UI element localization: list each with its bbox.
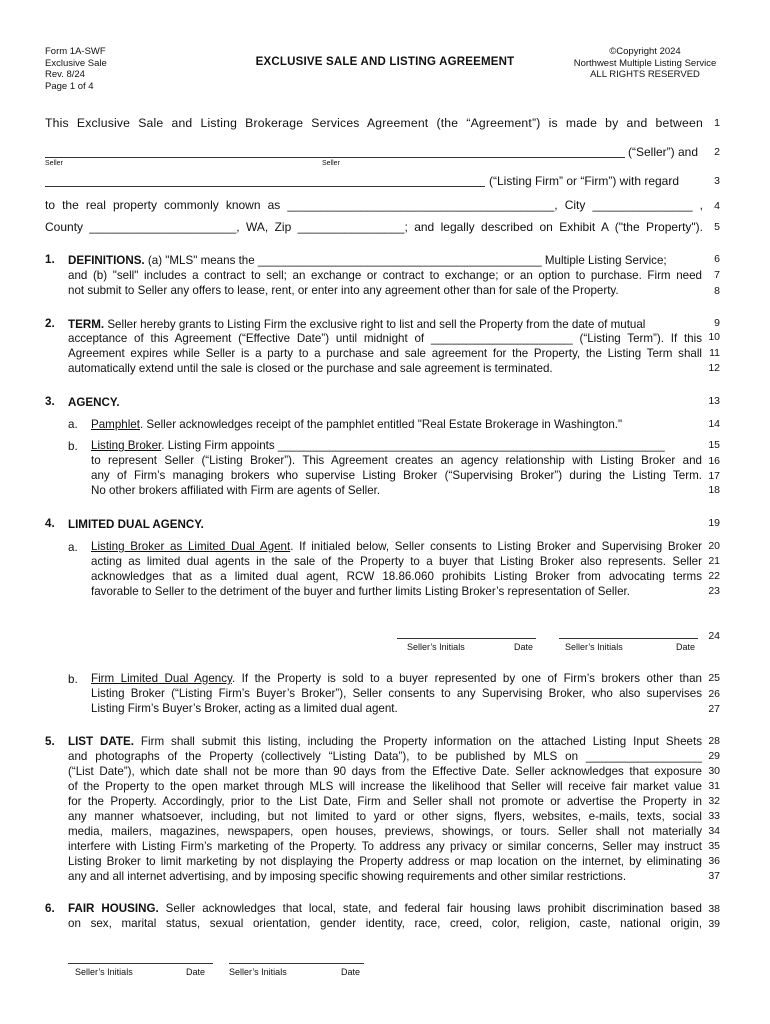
copyright: ©Copyright 2024 (609, 46, 681, 57)
section-4a-line-2: acting as limited dual agents in the sale of the Property to a buyer that Listing Broker also represents. Seller (91, 555, 702, 568)
section-3b-line-1[interactable] (91, 438, 702, 454)
line-number: 22 (708, 570, 720, 582)
section-5-line-3: (“List Date”), which date shall not be more than 90 days from the Effective Date. Seller acknowledges that exposure (68, 765, 702, 778)
line-number: 11 (709, 347, 720, 359)
line-number: 15 (708, 439, 720, 451)
rights-notice: ALL RIGHTS RESERVED (590, 69, 700, 80)
line-number: 19 (708, 517, 720, 529)
section-3b-line-3: any of Firm’s managing brokers who supervise Listing Broker (“Supervising Broker”) during the Listing Term. (91, 469, 702, 482)
line-number: 24 (708, 630, 720, 642)
line-number: 33 (708, 810, 720, 822)
section-6-line-2: on sex, marital status, sexual orientation, gender identity, race, creed, color, religion, caste, national origin, (68, 917, 702, 930)
section-5-text: Firm shall submit this listing, including the Property information on the attached Listing Input Sheets (140, 735, 702, 748)
section-3a-line (91, 417, 622, 433)
line-number: 39 (708, 918, 720, 930)
organization: Northwest Multiple Listing Service (573, 57, 717, 69)
section-4-title: LIMITED DUAL AGENCY. (68, 518, 204, 531)
seller-label-1: Seller (45, 160, 63, 167)
section-5-line-6: any manner whatsoever, including, but not limited to yard or other signs, flyers, websites, e-mails, texts, social (68, 810, 702, 823)
line-number: 1 (714, 117, 720, 129)
section-3b-heading: Listing Broker (91, 439, 162, 452)
footer-initials-line-1[interactable] (68, 963, 213, 964)
footer-initials-line-2[interactable] (229, 963, 364, 964)
section-1-line-1 (68, 253, 702, 269)
line-number: 27 (708, 703, 720, 715)
section-5-line-4: of the Property to the open market through MLS will increase the likelihood that Seller will receive fair market value (68, 780, 702, 793)
line-number: 29 (708, 750, 720, 762)
line-number: 9 (714, 317, 720, 329)
section-1-title: DEFINITIONS. (68, 254, 145, 267)
line-number: 14 (708, 418, 720, 430)
line-number: 2 (714, 146, 720, 158)
line-number: 3 (714, 175, 720, 187)
seller-initials-line-2[interactable] (559, 638, 698, 639)
form-revision: Rev. 8/24 (45, 69, 85, 80)
form-identifier (45, 46, 107, 92)
section-3b-line-2: to represent Seller (“Listing Broker”). This Agreement creates an agency relationship with Listing Broker and (91, 454, 702, 467)
section-5-line-10: any and all internet advertising, and by imposing specific showing requirements and other similar restrictions. (68, 870, 627, 883)
intro-line-1: This Exclusive Sale and Listing Brokerage Services Agreement (the “Agreement”) is made by and between (45, 116, 703, 130)
section-3-number: 3. (45, 395, 55, 408)
date-label-2: Date (676, 642, 696, 652)
section-6-text: Seller acknowledges that local, state, and federal fair housing laws prohibit discrimination based (165, 902, 702, 915)
section-1-mls-text[interactable]: (a) "MLS" means the ____________________________________________ Multiple Listing Service; (147, 254, 667, 267)
section-2-text: Seller hereby grants to Listing Firm the exclusive right to list and sell the Property from the date of mutual (107, 318, 646, 331)
page-title: EXCLUSIVE SALE AND LISTING AGREEMENT (255, 56, 515, 68)
section-2-line-3: Agreement expires while Seller is a party to a purchase and sale agreement for the Property, the Listing Term shall (68, 347, 702, 360)
section-4-number: 4. (45, 517, 55, 530)
line-number: 36 (708, 855, 720, 867)
line-number: 7 (714, 269, 720, 281)
date-label-1: Date (514, 642, 534, 652)
section-4b-line-3: Listing Firm’s Buyer’s Broker, acting as a limited dual agent. (91, 702, 398, 715)
page-number: Page 1 of 4 (45, 80, 94, 92)
seller-initials-line-1[interactable] (397, 638, 536, 639)
line-number: 34 (708, 825, 720, 837)
section-2-title: TERM. (68, 318, 105, 331)
line-number: 26 (708, 688, 720, 700)
line-number: 13 (708, 395, 720, 407)
line-number: 10 (708, 331, 720, 343)
line-number: 16 (708, 455, 720, 467)
footer-date-label-2: Date (341, 967, 361, 977)
seller-designation: (“Seller”) and (628, 145, 699, 159)
footer-initials-label-1: Seller’s Initials (75, 967, 133, 977)
line-number: 37 (708, 870, 720, 882)
line-number: 25 (708, 672, 720, 684)
line-number: 17 (708, 470, 720, 482)
section-1-line-3: not submit to Seller any offers to lease, rent, or enter into any agreement other than for sale of the Property. (68, 284, 619, 297)
line-number: 35 (708, 840, 720, 852)
section-6-line-1 (68, 901, 702, 917)
section-4a-text: . If initialed below, Seller consents to Listing Broker and Supervising Broker (290, 540, 703, 553)
section-5-title: LIST DATE. (68, 735, 134, 748)
line-number: 30 (708, 765, 720, 777)
section-5-line-7: media, mailers, magazines, newspapers, open houses, previews, showings, or tours. Seller shall not materially (68, 825, 702, 838)
section-5-line-5: for the Property. Accordingly, prior to the List Date, Firm and Seller shall not promote or advertise the Property in (68, 795, 702, 808)
section-4a-marker: a. (68, 541, 78, 554)
section-2-line-4: automatically extend until the sale is closed or the purchase and sale agreement is terminated. (68, 362, 553, 375)
section-6-number: 6. (45, 902, 55, 915)
line-number: 20 (708, 540, 720, 552)
line-number: 32 (708, 795, 720, 807)
section-1-line-2: and (b) "sell" includes a contract to sell; an exchange or contract to exchange; or an option to purchase. Firm need (68, 269, 702, 282)
section-3b-text: . Listing Firm appoints ____________________________________________________________ (161, 439, 665, 452)
section-3a-heading: Pamphlet (91, 418, 140, 431)
section-5-line-9: Listing Broker to limit marketing by not displaying the Property address or map location on the internet, by eliminating (68, 855, 702, 868)
line-number: 8 (714, 285, 720, 297)
section-2-line-2[interactable]: acceptance of this Agreement (“Effective Date”) until midnight of ______________________ (“Listing Term”). If this (68, 332, 702, 345)
seller-name-blank[interactable] (45, 157, 625, 158)
section-2-number: 2. (45, 317, 55, 330)
section-3b-line-4: No other brokers affiliated with Firm are agents of Seller. (91, 484, 381, 497)
seller-label-2: Seller (322, 160, 340, 167)
line-number: 18 (708, 484, 720, 496)
line-number: 6 (714, 253, 720, 265)
section-4b-marker: b. (68, 673, 78, 686)
listing-firm-blank[interactable] (45, 186, 485, 187)
form-id: Form 1A-SWF (45, 46, 106, 57)
section-3b-marker: b. (68, 440, 78, 453)
section-5-line-8: interfere with Listing Firm’s marketing of the Property. To address any privacy or similar concerns, Seller may instruct (68, 840, 702, 853)
section-6-title: FAIR HOUSING. (68, 902, 159, 915)
section-4b-text: . If the Property is sold to a buyer represented by one of Firm’s brokers other than (231, 672, 702, 685)
line-number: 12 (708, 362, 720, 374)
line-number: 4 (714, 200, 720, 212)
seller-initials-label-1: Seller’s Initials (407, 642, 465, 652)
section-4a-line-1 (91, 539, 702, 555)
section-4b-heading: Firm Limited Dual Agency (91, 672, 232, 685)
section-3a-marker: a. (68, 418, 78, 431)
footer-date-label-1: Date (186, 967, 206, 977)
copyright-block (555, 46, 735, 81)
section-5-line-1 (68, 734, 702, 750)
line-number: 21 (708, 555, 720, 567)
section-1-number: 1. (45, 253, 55, 266)
footer-initials-label-2: Seller’s Initials (229, 967, 287, 977)
seller-initials-label-2: Seller’s Initials (565, 642, 623, 652)
line-number: 5 (714, 221, 720, 233)
section-4b-line-1 (91, 671, 702, 687)
section-3-title: AGENCY. (68, 396, 120, 409)
section-4a-line-3: acknowledges that as a limited dual agent, RCW 18.86.060 prohibits Listing Broker from advocating terms (91, 570, 702, 583)
property-address-line[interactable]: to the real property commonly known as ________________________________________, City _______________ , (45, 198, 703, 212)
line-number: 38 (708, 903, 720, 915)
form-name: Exclusive Sale (45, 57, 107, 69)
section-5-number: 5. (45, 735, 55, 748)
section-4b-line-2: Listing Broker (“Listing Firm’s Buyer’s Broker”), Seller consents to any Supervising Broker, who also supervises (91, 687, 702, 700)
line-number: 31 (708, 780, 720, 792)
section-5-line-2[interactable]: and photographs of the Property (collectively “Listing Data”), to be published by MLS on __________________ (68, 750, 702, 763)
section-4a-line-4: favorable to Seller to the detriment of the buyer and further limits Listing Broker’s representation of Seller. (91, 585, 630, 598)
line-number: 23 (708, 585, 720, 597)
line-number: 28 (708, 735, 720, 747)
section-3a-text: . Seller acknowledges receipt of the pamphlet entitled "Real Estate Brokerage in Washington." (139, 418, 623, 431)
section-4a-heading: Listing Broker as Limited Dual Agent (91, 540, 291, 553)
listing-firm-designation: (“Listing Firm” or “Firm”) with regard (489, 174, 680, 188)
property-county-line[interactable]: County ______________________, WA, Zip ________________; and legally described on Exhibit A ("the Property"). (45, 220, 703, 234)
